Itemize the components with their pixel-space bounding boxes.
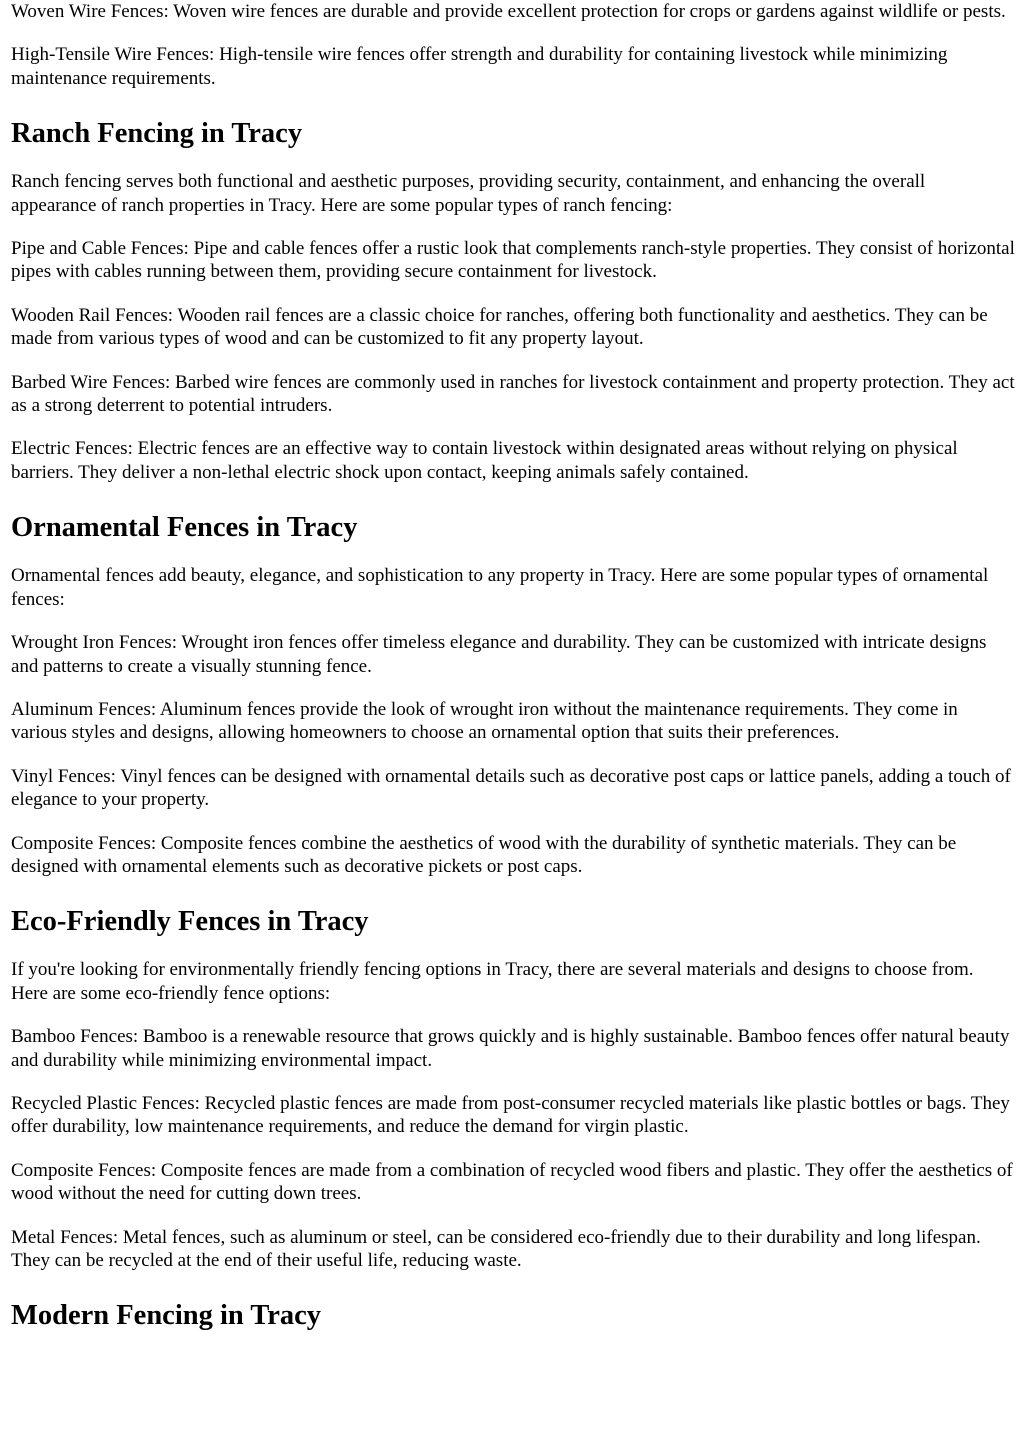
- paragraph-ornamental-intro: Ornamental fences add beauty, elegance, and sophistication to any property in Tracy. Here are some popular types of ornamental fences:: [11, 565, 989, 610]
- paragraph-aluminum-fences: Aluminum Fences: Aluminum fences provide the look of wrought iron without the maintenance requirements. They come in various styles and designs, allowing homeowners to choose an ornamental option that suits their preferences.: [11, 698, 958, 744]
- paragraph-recycled-plastic-fences: Recycled Plastic Fences: Recycled plastic fences are made from post-consumer recycled materials like plastic bottles or bags. They offer durability, low maintenance requirements, and reduce the demand for virgin plastic.: [11, 1092, 1010, 1138]
- paragraph-composite-fences-ornamental: Composite Fences: Composite fences combine the aesthetics of wood with the durability of synthetic materials. They can be designed with ornamental elements such as decorative pickets or post caps.: [11, 832, 957, 877]
- paragraph-eco-friendly-intro: If you're looking for environmentally friendly fencing options in Tracy, there are several materials and designs to choose from. Here are some eco-friendly fence options:: [11, 959, 974, 1004]
- paragraph-barbed-wire-fences: Barbed Wire Fences: Barbed wire fences are commonly used in ranches for livestock containment and property protection. They act as a strong deterrent to potential intruders.: [11, 371, 1015, 417]
- paragraph-composite-fences-eco: Composite Fences: Composite fences are made from a combination of recycled wood fibers and plastic. They offer the aesthetics of wood without the need for cutting down trees.: [11, 1159, 1013, 1205]
- paragraph-high-tensile-wire-fences: High-Tensile Wire Fences: High-tensile wire fences offer strength and durability for containing livestock while minimizing maintenance requirements.: [11, 44, 948, 89]
- paragraph-electric-fences: Electric Fences: Electric fences are an effective way to contain livestock within designated areas without relying on physical barriers. They deliver a non-lethal electric shock upon contact, keeping animals safely contained.: [11, 438, 958, 483]
- paragraph-ranch-intro: Ranch fencing serves both functional and aesthetic purposes, providing security, containment, and enhancing the overall appearance of ranch properties in Tracy. Here are some popular types of ranch fencing:: [11, 171, 926, 216]
- paragraph-pipe-and-cable-fences: Pipe and Cable Fences: Pipe and cable fences offer a rustic look that complements ranch-style properties. They consist of horizontal pipes with cables running between them, providing secure containment for livestock.: [11, 238, 1015, 283]
- heading-ranch-fencing: Ranch Fencing in Tracy: [11, 118, 303, 150]
- heading-eco-friendly-fences: Eco-Friendly Fences in Tracy: [11, 906, 369, 938]
- paragraph-bamboo-fences: Bamboo Fences: Bamboo is a renewable resource that grows quickly and is highly sustainable. Bamboo fences offer natural beauty and durability while minimizing environmental impact.: [11, 1026, 1010, 1071]
- paragraph-vinyl-fences: Vinyl Fences: Vinyl fences can be designed with ornamental details such as decorative post caps or lattice panels, adding a touch of elegance to your property.: [11, 765, 1011, 811]
- heading-ornamental-fences: Ornamental Fences in Tracy: [11, 512, 358, 544]
- heading-modern-fencing: Modern Fencing in Tracy: [11, 1300, 322, 1332]
- document-page: [11, 0, 1015, 1333]
- paragraph-wrought-iron-fences: Wrought Iron Fences: Wrought iron fences offer timeless elegance and durability. They can be customized with intricate designs and patterns to create a visually stunning fence.: [11, 632, 987, 677]
- paragraph-wooden-rail-fences: Wooden Rail Fences: Wooden rail fences are a classic choice for ranches, offering both functionality and aesthetics. They can be made from various types of wood and can be customized to fit any property layout.: [11, 304, 988, 350]
- paragraph-metal-fences: Metal Fences: Metal fences, such as aluminum or steel, can be considered eco-friendly due to their durability and long lifespan. They can be recycled at the end of their useful life, reducing waste.: [11, 1226, 981, 1271]
- paragraph-woven-wire-fences: Woven Wire Fences: Woven wire fences are durable and provide excellent protection for crops or gardens against wildlife or pests.: [11, 1, 1006, 22]
